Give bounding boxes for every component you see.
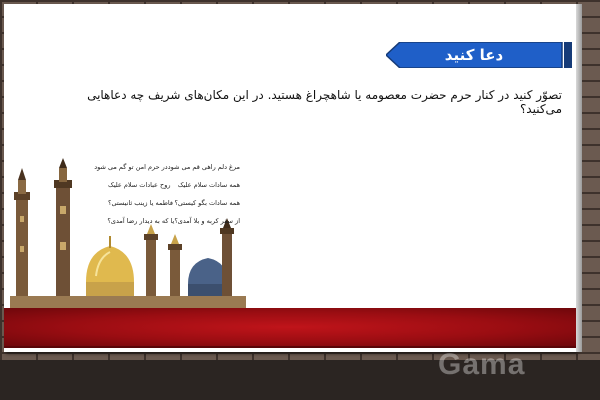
slide-right-edge xyxy=(576,4,582,352)
poem-line xyxy=(108,176,240,194)
poem-line xyxy=(94,158,240,176)
poem-line xyxy=(108,194,240,212)
poem-verse-right: همه سادات بگو کیستی؟ xyxy=(174,199,240,207)
poem-verse-right: مرغ دلم راهی قم می شود xyxy=(167,163,240,171)
banner-title: دعا کنید xyxy=(444,46,504,64)
poem-verse-right: از سفر کربه و بلا آمدی؟ xyxy=(174,217,240,225)
poem-verse-left: در حرم امن تو گم می شود xyxy=(94,163,168,171)
poem-verse-right: همه سادات سلام علیک xyxy=(177,181,240,189)
question-text: تصوّر کنید در کنار حرم حضرت معصومه یا شاهچراغ هستید. در این مکان‌های شریف چه دعاهایی می‌کنید؟ xyxy=(87,88,562,116)
title-banner xyxy=(386,42,574,68)
red-footer-band xyxy=(4,308,576,346)
poem-line xyxy=(108,212,240,230)
poem-verse-left: روح عبادات سلام علیک xyxy=(108,181,171,189)
poem-verse-left: فاطمه یا زینب ثانیستی؟ xyxy=(108,199,173,207)
poem-block xyxy=(94,158,240,230)
poem-verse-left: یا که به دیدار رضا آمدی؟ xyxy=(107,217,175,225)
watermark-logo: Gama xyxy=(438,348,526,381)
